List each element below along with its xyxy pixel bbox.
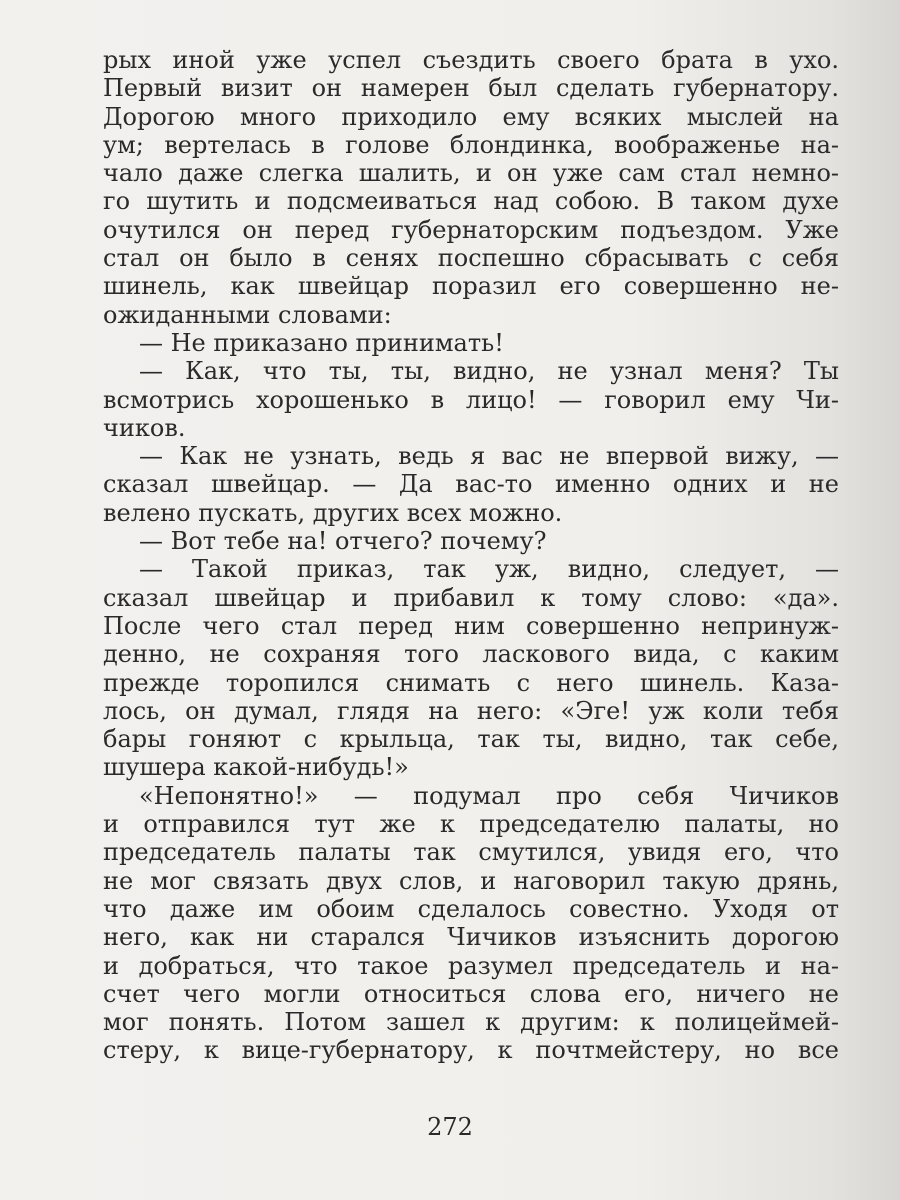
text-line: мог понять. Потом зашел к другим: к полицеймей-	[103, 1008, 839, 1037]
text-line: чиков.	[103, 413, 186, 442]
text-line: чало даже слегка шалить, и он уже сам стал немно-	[103, 159, 839, 188]
text-line: счет чего могли относиться слова его, ничего не	[103, 979, 839, 1008]
text-line: сказал швейцар. — Да вас-то именно одних и не	[103, 470, 839, 499]
text-line: го шутить и подсмеиваться над собою. В таком духе	[103, 187, 839, 216]
text-line: шинель, как швейцар поразил его совершенно не-	[103, 272, 839, 301]
text-line: стал он было в сенях поспешно сбрасывать с себя	[103, 244, 839, 273]
page-number: 272	[427, 1113, 473, 1141]
text-line: что даже им обоим сделалось совестно. Уходя от	[103, 894, 839, 923]
text-line: бары гоняют с крыльца, так ты, видно, так себе,	[103, 725, 839, 754]
text-line: — Вот тебе на! отчего? почему?	[139, 527, 547, 556]
text-line: рых иной уже успел съездить своего брата в ухо.	[103, 46, 839, 74]
text-line: велено пускать, других всех можно.	[103, 498, 563, 527]
text-line: Дорогою много приходило ему всяких мыслей на	[103, 102, 839, 131]
text-line: стеру, к вице-губернатору, к почтмейстеру, но все	[103, 1036, 839, 1065]
text-line: сказал швейцар и прибавил к тому слово: «да».	[103, 583, 839, 612]
text-line: ум; вертелась в голове блондинка, воображенье на-	[103, 130, 839, 159]
body-text	[103, 46, 839, 1065]
text-line: и отправился тут же к председателю палаты, но	[103, 810, 839, 839]
text-line: — Не приказано принимать!	[139, 328, 504, 357]
text-line: — Как, что ты, ты, видно, не узнал меня? Ты	[139, 357, 839, 386]
text-line: Первый визит он намерен был сделать губернатору.	[103, 74, 839, 103]
text-line: — Такой приказ, так уж, видно, следует, —	[139, 555, 839, 584]
text-line: «Непонятно!» — подумал про себя Чичиков	[139, 781, 839, 810]
text-line: лось, он думал, глядя на него: «Эге! уж коли тебя	[103, 696, 839, 725]
text-line: и добраться, что такое разумел председатель и на-	[103, 951, 839, 980]
text-line: После чего стал перед ним совершенно непринуж-	[103, 611, 839, 640]
text-line: председатель палаты так смутился, увидя его, что	[103, 838, 839, 867]
text-line: очутился он перед губернаторским подъездом. Уже	[103, 215, 839, 244]
text-line: него, как ни старался Чичиков изъяснить дорогою	[103, 923, 839, 952]
text-line: прежде торопился снимать с него шинель. Каза-	[103, 668, 839, 697]
text-line: — Как не узнать, ведь я вас не впервой вижу, —	[139, 442, 839, 471]
text-line: ожиданными словами:	[103, 300, 392, 329]
text-line: денно, не сохраняя того ласкового вида, с каким	[103, 640, 839, 669]
text-line: не мог связать двух слов, и наговорил такую дрянь,	[103, 866, 839, 895]
text-line: шушера какой-нибудь!»	[103, 753, 409, 782]
text-line: всмотрись хорошенько в лицо! — говорил ему Чи-	[103, 385, 839, 414]
